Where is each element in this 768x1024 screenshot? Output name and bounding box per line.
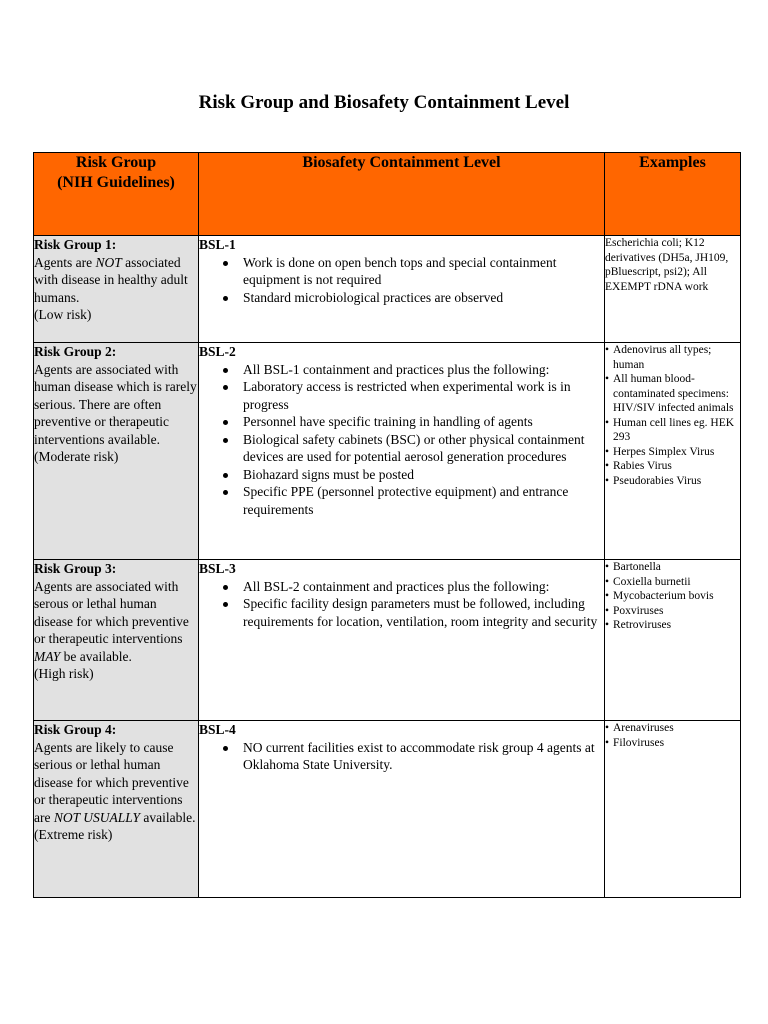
list-item: • Bartonella <box>613 560 740 575</box>
examples-cell <box>605 721 741 898</box>
risk-group-cell <box>34 721 199 898</box>
risk-group-title: Risk Group 1: <box>34 237 117 252</box>
list-item: • Arenaviruses <box>613 721 740 736</box>
header-containment: Biosafety Containment Level <box>199 153 605 236</box>
table-row <box>34 721 741 898</box>
risk-group-description: Agents are likely to cause serious or lethal human disease for which preventive or therapeutic interventions are NOT USUALLY available. <box>34 739 196 825</box>
list-item: • All human blood-contaminated specimens: HIV/SIV infected animals <box>613 372 740 416</box>
list-item: Laboratory access is restricted when experimental work is in progress <box>243 378 604 413</box>
list-item: NO current facilities exist to accommodate risk group 4 agents at Oklahoma State University. <box>243 739 604 774</box>
list-item: • Pseudorabies Virus <box>613 474 740 489</box>
page-title: Risk Group and Biosafety Containment Level <box>198 92 570 113</box>
risk-group-cell <box>34 236 199 343</box>
risk-group-description: Agents are associated with serous or lethal human disease for which preventive or therapeutic interventions MAY be available. <box>34 578 189 664</box>
examples-list <box>605 721 740 750</box>
examples-cell <box>605 236 741 343</box>
list-item: • Retroviruses <box>613 618 740 633</box>
table-row <box>34 560 741 721</box>
list-item: Specific facility design parameters must be followed, including requirements for location, ventilation, room integrity and security <box>243 595 604 630</box>
examples-cell <box>605 343 741 560</box>
list-item: • Mycobacterium bovis <box>613 589 740 604</box>
header-risk-group-line2: (NIH Guidelines) <box>57 174 175 191</box>
examples-list <box>605 343 740 488</box>
risk-group-cell <box>34 343 199 560</box>
risk-group-title: Risk Group 4: <box>34 722 117 737</box>
containment-list <box>199 739 604 774</box>
list-item: All BSL-2 containment and practices plus the following: <box>243 578 604 596</box>
containment-list <box>199 578 604 631</box>
list-item: • Filoviruses <box>613 736 740 751</box>
list-item: Biohazard signs must be posted <box>243 466 604 484</box>
containment-cell <box>199 236 605 343</box>
examples-list <box>605 560 740 633</box>
risk-group-table <box>33 152 741 898</box>
header-examples: Examples <box>605 153 741 236</box>
list-item: • Coxiella burnetii <box>613 575 740 590</box>
containment-cell <box>199 343 605 560</box>
list-item: • Herpes Simplex Virus <box>613 445 740 460</box>
list-item: All BSL-1 containment and practices plus the following: <box>243 361 604 379</box>
risk-group-description: Agents are NOT associated with disease in healthy adult humans. <box>34 254 188 305</box>
examples-cell <box>605 560 741 721</box>
risk-level: (High risk) <box>34 666 94 681</box>
list-item: Work is done on open bench tops and special containment equipment is not required <box>243 254 604 289</box>
containment-cell <box>199 721 605 898</box>
table-row <box>34 236 741 343</box>
list-item: Standard microbiological practices are observed <box>243 289 604 307</box>
list-item: • Poxviruses <box>613 604 740 619</box>
bsl-title: BSL-1 <box>199 237 236 252</box>
bsl-title: BSL-4 <box>199 722 236 737</box>
containment-list <box>199 254 604 307</box>
bsl-title: BSL-2 <box>199 344 236 359</box>
containment-cell <box>199 560 605 721</box>
risk-level: (Moderate risk) <box>34 449 119 464</box>
containment-list <box>199 361 604 519</box>
risk-group-title: Risk Group 3: <box>34 561 117 576</box>
header-risk-group <box>34 153 199 236</box>
table-row <box>34 343 741 560</box>
list-item: • Adenovirus all types; human <box>613 343 740 372</box>
risk-group-title: Risk Group 2: <box>34 344 117 359</box>
risk-group-cell <box>34 560 199 721</box>
bsl-title: BSL-3 <box>199 561 236 576</box>
risk-level: (Low risk) <box>34 307 92 322</box>
risk-group-description: Agents are associated with human disease which is rarely serious. There are often preventive or therapeutic interventions available. <box>34 361 197 447</box>
list-item: • Rabies Virus <box>613 459 740 474</box>
header-row <box>34 153 741 236</box>
examples-text: Escherichia coli; K12 derivatives (DH5a, JH109, pBluescript, psi2); All EXEMPT rDNA work <box>605 237 729 293</box>
list-item: • Human cell lines eg. HEK 293 <box>613 416 740 445</box>
risk-level: (Extreme risk) <box>34 827 113 842</box>
list-item: Biological safety cabinets (BSC) or other physical containment devices are used for potential aerosol generation procedures <box>243 431 604 466</box>
list-item: Personnel have specific training in handling of agents <box>243 413 604 431</box>
header-risk-group-line1: Risk Group <box>75 154 157 171</box>
list-item: Specific PPE (personnel protective equipment) and entrance requirements <box>243 483 604 518</box>
